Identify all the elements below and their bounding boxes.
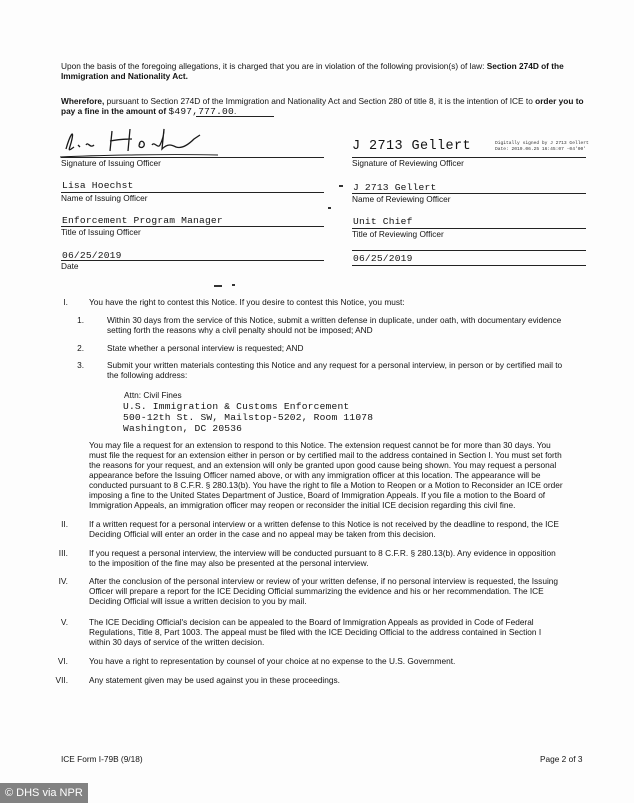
section-line: Deciding Official will issue a written decision to you by mail. [89,596,307,606]
section-number: I. [63,297,68,307]
fine-end: . [233,106,237,117]
reviewing-officer-title: Unit Chief [353,216,413,227]
wherefore-paragraph [61,96,589,118]
subitem-number: 2. [77,343,84,353]
issuing-title-label: Title of Issuing Officer [61,227,141,237]
extension-line: appearance before the Issuing Officer named above, or with any immigration officer at this location. The appearance will be [89,470,541,480]
subitem-line: Within 30 days from the service of this Notice, submit a written defense in duplicate, under oath, with documentary evidence [107,315,562,325]
image-credit: © DHS via NPR [0,783,88,803]
subitem-line: Submit your written materials contesting this Notice and any request for a personal interview, in person or by certified mail to [107,360,563,370]
section-line: The ICE Deciding Official's decision can be appealed to the Board of Immigration Appeals as provided in Code of Federal [89,617,534,627]
address-street: 500-12th St. SW, Mailstop-5202, Room 11078 [123,412,374,423]
issuing-officer-title: Enforcement Program Manager [62,215,223,226]
form-id: ICE Form I-79B (9/18) [61,754,143,764]
subitem-line: the following address: [107,370,188,380]
order-text: order you to pay a fine in the amount of [61,96,584,117]
issuing-name-label: Name of Issuing Officer [61,193,148,203]
section-number: VI. [57,656,68,666]
section-line: If a written request for a personal interview or a written defense to this Notice is not received by the deadline to respond, the ICE [89,519,559,529]
section-text: Any statement given may be used against you in these proceedings. [89,675,340,685]
issue-date: 06/25/2019 [62,250,122,261]
fine-amount: $497,777.00 [168,106,234,118]
page-number: Page 2 of 3 [540,754,583,764]
subitem-line: setting forth the reasons why a civil penalty should not be imposed; AND [107,325,373,335]
section-line: After the conclusion of the personal interview or review of your written defense, if no personal interview is requested, the Issuing [89,576,559,586]
section-text: You have the right to contest this Notice. If you desire to contest this Notice, you must: [89,297,405,307]
reviewing-name-label: Name of Reviewing Officer [352,194,451,204]
date-label: Date [61,261,79,271]
section-text: You have a right to representation by counsel of your choice at no expense to the U.S. Government. [89,656,456,666]
extension-line: You may file a request for an extension to respond to this Notice. The extension request cannot be for more than 30 days. You [89,440,551,450]
issuing-officer-name: Lisa Hoechst [62,180,134,191]
extension-line: conducted pursuant to 8 C.F.R. § 280.13(b). You have the right to file a Motion to Reopen or a Motion to Reconsider an ICE order [89,480,563,490]
subitem-number: 1. [77,315,84,325]
section-line: to the imposition of the fine may also be presented at the personal interview. [89,558,369,568]
review-date: 06/25/2019 [353,253,413,264]
wherefore-text: pursuant to Section 274D of the Immigration and Nationality Act and Section 280 of title 8, it is the intention of ICE to [106,96,533,106]
subitem-number: 3. [77,360,84,370]
address-agency: U.S. Immigration & Customs Enforcement [123,401,350,412]
extension-line: Immigration Appeals, an immigration officer may reopen or reconsider the initial ICE decision regarding this civil fine. [89,500,516,510]
address-attn: Attn: Civil Fines [124,390,182,400]
section-line: Deciding Official will enter an order in the case and no appeal may be taken from this decision. [89,529,436,539]
charge-law: Section 274D of the Immigration and Nationality Act. [61,61,564,82]
charge-paragraph [61,61,581,82]
section-number: VII. [55,675,68,685]
reviewing-title-label: Title of Reviewing Officer [352,229,444,239]
issuing-signature-label: Signature of Issuing Officer [61,158,161,168]
extension-line: the reasons for your request, and an extension will only be granted upon good cause being shown. You may request a personal [89,460,557,470]
section-line: Officer will prepare a report for the ICE Deciding Official summarizing the evidence and his or her recommendation. The ICE [89,586,544,596]
reviewing-officer-name: J 2713 Gellert [353,182,437,193]
section-number: V. [60,617,68,627]
section-number: II. [61,519,68,529]
issuing-officer-signature [60,125,220,159]
subitem-line: State whether a personal interview is requested; AND [107,343,304,353]
section-line: within 30 days of service of the written decision. [89,637,265,647]
reviewing-signature-label: Signature of Reviewing Officer [352,158,464,168]
section-line: Regulations, Title 8, Part 1003. The appeal must be filed with the ICE Deciding Official to the address contained in Section I [89,627,542,637]
extension-line: imposing a fine to the United States Department of Justice, Board of Immigration Appeals. If you file a motion to the Board of [89,490,546,500]
digital-signature-line2: Date: 2019.06.25 16:45:07 -04'00' [495,146,586,152]
extension-line: must file the request for an extension either in person or by certified mail to the address contained in Section I. You must set forth [89,450,562,460]
digital-signature-line1: Digitally signed by J 2713 Gellert [495,141,589,146]
wherefore-lead: Wherefore, [61,96,105,106]
section-number: III. [58,548,68,558]
section-number: IV. [58,576,68,586]
address-city: Washington, DC 20536 [123,423,243,434]
reviewing-officer-signature: J 2713 Gellert [352,139,472,154]
digital-signature-stamp [495,141,595,152]
charge-text: Upon the basis of the foregoing allegations, it is charged that you are in violation of the following provision(s) of law: [61,61,485,71]
section-line: If you request a personal interview, the interview will be conducted pursuant to 8 C.F.R. § 280.13(b). Any evidence in opposition [89,548,556,558]
